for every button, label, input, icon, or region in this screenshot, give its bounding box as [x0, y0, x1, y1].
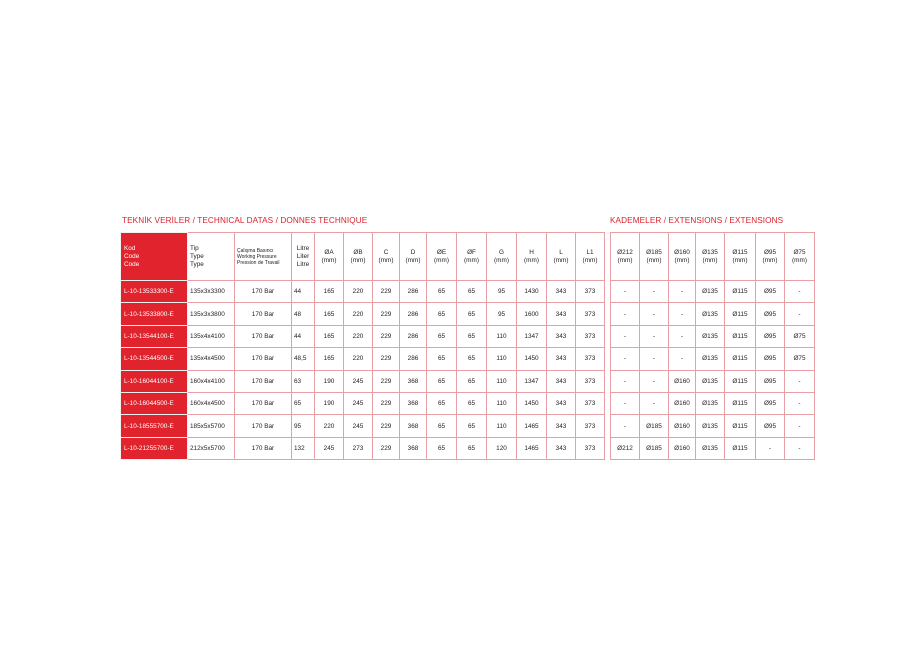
table-row — [121, 392, 605, 414]
header-code-line: Kod — [124, 244, 136, 252]
code-cell: L-10-21255700-E — [121, 437, 188, 459]
header-type — [188, 233, 235, 281]
dim-unit: (mm) — [378, 256, 394, 264]
dim-cell: 343 — [547, 325, 576, 347]
table-row — [611, 348, 815, 370]
type-cell: 135x3x3800 — [188, 303, 235, 325]
table-row — [611, 370, 815, 392]
extensions-title: KADEMELER / EXTENSIONS / EXTENSIONS — [610, 216, 784, 225]
dim-cell: 229 — [373, 281, 400, 303]
dim-cell: 65 — [427, 437, 457, 459]
dim-cell: 165 — [315, 348, 344, 370]
litre-cell: 63 — [292, 370, 315, 392]
dim-cell: 95 — [487, 303, 517, 325]
pressure-cell: 170 Bar — [235, 437, 292, 459]
header-litre — [292, 233, 315, 281]
extension-cell: - — [640, 281, 669, 303]
extension-cell: Ø135 — [696, 370, 725, 392]
extension-cell: Ø95 — [756, 303, 785, 325]
dim-cell: 220 — [344, 325, 373, 347]
dim-unit: (mm) — [646, 256, 662, 264]
header-type-line: Tip — [190, 244, 199, 252]
dim-cell: 368 — [400, 415, 427, 437]
dim-cell: 286 — [400, 281, 427, 303]
dim-name: ØF — [467, 248, 476, 256]
dim-cell: 65 — [457, 325, 487, 347]
dim-name: D — [410, 248, 416, 256]
table-row — [121, 370, 605, 392]
header-code — [121, 233, 188, 281]
header-extension — [669, 233, 696, 281]
dim-name: H — [529, 248, 534, 256]
dim-cell: 373 — [576, 281, 605, 303]
dim-name: L1 — [586, 248, 594, 256]
dim-cell: 273 — [344, 437, 373, 459]
table-row — [611, 437, 815, 459]
extension-cell: - — [611, 415, 640, 437]
extension-cell: Ø212 — [611, 437, 640, 459]
dim-cell: 165 — [315, 281, 344, 303]
code-cell: L-10-18555700-E — [121, 415, 188, 437]
litre-cell: 48 — [292, 303, 315, 325]
extension-cell: Ø75 — [785, 325, 815, 347]
header-dim — [427, 233, 457, 281]
extension-cell: Ø135 — [696, 437, 725, 459]
extensions-table — [610, 232, 815, 460]
dim-cell: 343 — [547, 370, 576, 392]
litre-cell: 48,5 — [292, 348, 315, 370]
code-cell: L-10-16044100-E — [121, 370, 188, 392]
type-cell: 135x4x4100 — [188, 325, 235, 347]
extension-cell: - — [785, 392, 815, 414]
dim-cell: 110 — [487, 415, 517, 437]
dim-cell: 110 — [487, 370, 517, 392]
litre-cell: 95 — [292, 415, 315, 437]
extension-cell: - — [669, 303, 696, 325]
code-cell: L-10-13544100-E — [121, 325, 188, 347]
table-row — [611, 415, 815, 437]
code-cell: L-10-13533800-E — [121, 303, 188, 325]
table-row — [611, 392, 815, 414]
pressure-cell: 170 Bar — [235, 415, 292, 437]
dim-cell: 65 — [457, 370, 487, 392]
extension-cell: - — [785, 281, 815, 303]
extension-cell: Ø135 — [696, 325, 725, 347]
table-row — [611, 303, 815, 325]
dim-cell: 65 — [427, 415, 457, 437]
dim-cell: 286 — [400, 303, 427, 325]
header-code-line: Code — [124, 260, 140, 268]
dim-cell: 1347 — [517, 325, 547, 347]
dim-cell: 165 — [315, 303, 344, 325]
dim-unit: (mm) — [674, 256, 690, 264]
dim-cell: 229 — [373, 437, 400, 459]
dim-cell: 368 — [400, 437, 427, 459]
code-cell: L-10-16044500-E — [121, 392, 188, 414]
header-dim — [547, 233, 576, 281]
header-pressure-line: Working Pressure — [237, 253, 277, 260]
dim-name: Ø115 — [732, 248, 748, 256]
extension-cell: Ø115 — [725, 281, 756, 303]
extension-cell: - — [611, 370, 640, 392]
dim-unit: (mm) — [617, 256, 633, 264]
extension-cell: - — [611, 392, 640, 414]
dim-cell: 1465 — [517, 437, 547, 459]
dim-unit: (mm) — [464, 256, 479, 264]
dim-unit: (mm) — [405, 256, 421, 264]
dim-name: L — [559, 248, 563, 256]
extension-cell: Ø160 — [669, 415, 696, 437]
extension-cell: Ø115 — [725, 415, 756, 437]
header-dim — [457, 233, 487, 281]
pressure-cell: 170 Bar — [235, 325, 292, 347]
header-litre-line: Litre — [296, 244, 310, 252]
ext-header-row — [611, 233, 815, 281]
dim-unit: (mm) — [350, 256, 366, 264]
header-dim — [373, 233, 400, 281]
extension-cell: Ø115 — [725, 392, 756, 414]
dim-cell: 373 — [576, 437, 605, 459]
pressure-cell: 170 Bar — [235, 348, 292, 370]
dim-cell: 245 — [344, 392, 373, 414]
extension-cell: - — [669, 281, 696, 303]
extension-cell: Ø115 — [725, 348, 756, 370]
extension-cell: - — [611, 303, 640, 325]
extension-cell: - — [785, 303, 815, 325]
code-cell: L-10-13544500-E — [121, 348, 188, 370]
dim-cell: 1450 — [517, 392, 547, 414]
header-dim — [487, 233, 517, 281]
dim-cell: 368 — [400, 370, 427, 392]
extension-cell: Ø95 — [756, 415, 785, 437]
extension-cell: Ø115 — [725, 370, 756, 392]
dim-unit: (mm) — [434, 256, 449, 264]
dim-cell: 373 — [576, 325, 605, 347]
header-type-line: Type — [190, 260, 204, 268]
header-dim — [400, 233, 427, 281]
dim-unit: (mm) — [582, 256, 598, 264]
extension-cell: Ø75 — [785, 348, 815, 370]
extension-cell: Ø185 — [640, 437, 669, 459]
header-extension — [756, 233, 785, 281]
dim-name: Ø95 — [763, 248, 777, 256]
dim-cell: 190 — [315, 370, 344, 392]
dim-cell: 229 — [373, 370, 400, 392]
dim-name: C — [383, 248, 389, 256]
extension-cell: - — [785, 415, 815, 437]
extension-cell: Ø135 — [696, 348, 725, 370]
dim-cell: 65 — [457, 392, 487, 414]
header-code-line: Code — [124, 252, 140, 260]
table-row — [611, 281, 815, 303]
table-row — [121, 348, 605, 370]
header-extension — [725, 233, 756, 281]
extension-cell: Ø95 — [756, 370, 785, 392]
dim-cell: 1600 — [517, 303, 547, 325]
type-cell: 212x5x5700 — [188, 437, 235, 459]
header-type-line: Type — [190, 252, 204, 260]
dim-name: ØA — [324, 248, 334, 256]
dim-cell: 343 — [547, 392, 576, 414]
extension-cell: Ø135 — [696, 303, 725, 325]
dim-cell: 245 — [344, 415, 373, 437]
header-litre-line: Litre — [296, 260, 310, 268]
header-dim — [344, 233, 373, 281]
dim-cell: 373 — [576, 392, 605, 414]
dim-cell: 220 — [344, 303, 373, 325]
extension-cell: - — [611, 281, 640, 303]
dim-cell: 245 — [344, 370, 373, 392]
dim-cell: 65 — [427, 392, 457, 414]
dim-cell: 343 — [547, 281, 576, 303]
dim-cell: 220 — [344, 348, 373, 370]
extension-cell: Ø160 — [669, 392, 696, 414]
dim-cell: 65 — [457, 415, 487, 437]
dim-name: ØE — [436, 248, 447, 256]
dim-cell: 110 — [487, 325, 517, 347]
extension-cell: - — [611, 325, 640, 347]
dim-cell: 368 — [400, 392, 427, 414]
dim-cell: 245 — [315, 437, 344, 459]
extension-cell: - — [785, 437, 815, 459]
extension-cell: Ø115 — [725, 437, 756, 459]
dim-cell: 343 — [547, 303, 576, 325]
technical-data-table — [120, 232, 605, 460]
dim-cell: 1450 — [517, 348, 547, 370]
dim-name: G — [499, 248, 504, 256]
dim-cell: 65 — [457, 348, 487, 370]
extension-cell: Ø135 — [696, 392, 725, 414]
header-extension — [611, 233, 640, 281]
table-row — [121, 325, 605, 347]
dim-cell: 229 — [373, 325, 400, 347]
dim-cell: 343 — [547, 415, 576, 437]
dim-name: Ø185 — [646, 248, 662, 256]
dim-cell: 65 — [427, 281, 457, 303]
dim-unit: (mm) — [553, 256, 569, 264]
type-cell: 185x5x5700 — [188, 415, 235, 437]
extension-cell: - — [611, 348, 640, 370]
type-cell: 135x4x4500 — [188, 348, 235, 370]
header-dim — [517, 233, 547, 281]
dim-name: ØB — [353, 248, 363, 256]
dim-unit: (mm) — [762, 256, 778, 264]
pressure-cell: 170 Bar — [235, 303, 292, 325]
dim-cell: 65 — [457, 303, 487, 325]
litre-cell: 44 — [292, 281, 315, 303]
dim-cell: 229 — [373, 415, 400, 437]
extension-cell: Ø95 — [756, 281, 785, 303]
extension-cell: - — [640, 370, 669, 392]
extension-cell: Ø185 — [640, 415, 669, 437]
dim-cell: 95 — [487, 281, 517, 303]
extension-cell: - — [640, 325, 669, 347]
extension-cell: Ø160 — [669, 437, 696, 459]
pressure-cell: 170 Bar — [235, 370, 292, 392]
dim-cell: 220 — [315, 415, 344, 437]
dim-unit: (mm) — [732, 256, 748, 264]
dim-cell: 110 — [487, 392, 517, 414]
header-extension — [785, 233, 815, 281]
table-row — [121, 303, 605, 325]
dim-cell: 373 — [576, 348, 605, 370]
dim-cell: 229 — [373, 348, 400, 370]
header-dim — [315, 233, 344, 281]
dim-cell: 1465 — [517, 415, 547, 437]
dim-unit: (mm) — [524, 256, 539, 264]
type-cell: 160x4x4100 — [188, 370, 235, 392]
extension-cell: - — [669, 348, 696, 370]
dim-cell: 190 — [315, 392, 344, 414]
extension-cell: - — [640, 303, 669, 325]
dim-cell: 65 — [427, 348, 457, 370]
header-pressure-line: Çalışma Basıncı — [237, 247, 274, 254]
dim-cell: 373 — [576, 415, 605, 437]
dim-cell: 65 — [457, 281, 487, 303]
dim-cell: 65 — [457, 437, 487, 459]
dim-cell: 373 — [576, 303, 605, 325]
code-cell: L-10-13533300-E — [121, 281, 188, 303]
dim-name: Ø212 — [617, 248, 633, 256]
type-cell: 160x4x4500 — [188, 392, 235, 414]
dim-cell: 373 — [576, 370, 605, 392]
pressure-cell: 170 Bar — [235, 392, 292, 414]
dim-unit: (mm) — [494, 256, 509, 264]
dim-cell: 1347 — [517, 370, 547, 392]
dim-cell: 286 — [400, 348, 427, 370]
litre-cell: 132 — [292, 437, 315, 459]
dim-cell: 65 — [427, 370, 457, 392]
dim-unit: (mm) — [321, 256, 337, 264]
header-litre-line: Liter — [296, 252, 310, 260]
dim-cell: 229 — [373, 303, 400, 325]
extension-cell: Ø115 — [725, 303, 756, 325]
dim-cell: 343 — [547, 348, 576, 370]
dim-cell: 220 — [344, 281, 373, 303]
extension-cell: Ø95 — [756, 325, 785, 347]
litre-cell: 65 — [292, 392, 315, 414]
extension-cell: - — [640, 348, 669, 370]
dim-cell: 286 — [400, 325, 427, 347]
dim-name: Ø75 — [793, 248, 806, 256]
litre-cell: 44 — [292, 325, 315, 347]
extension-cell: Ø115 — [725, 325, 756, 347]
dim-cell: 110 — [487, 348, 517, 370]
extension-cell: Ø160 — [669, 370, 696, 392]
dim-unit: (mm) — [702, 256, 718, 264]
extension-cell: Ø95 — [756, 392, 785, 414]
table-row — [121, 281, 605, 303]
table-row — [121, 415, 605, 437]
dim-cell: 65 — [427, 325, 457, 347]
dim-cell: 229 — [373, 392, 400, 414]
extension-cell: Ø135 — [696, 281, 725, 303]
table-row — [121, 437, 605, 459]
dim-cell: 343 — [547, 437, 576, 459]
extension-cell: - — [669, 325, 696, 347]
dim-cell: 120 — [487, 437, 517, 459]
type-cell: 135x3x3300 — [188, 281, 235, 303]
extension-cell: Ø135 — [696, 415, 725, 437]
header-pressure — [235, 233, 292, 281]
table-row — [611, 325, 815, 347]
pressure-cell: 170 Bar — [235, 281, 292, 303]
header-dim — [576, 233, 605, 281]
dim-cell: 165 — [315, 325, 344, 347]
dim-cell: 1430 — [517, 281, 547, 303]
dim-name: Ø135 — [702, 248, 718, 256]
dim-unit: (mm) — [792, 256, 807, 264]
header-extension — [640, 233, 669, 281]
extension-cell: Ø95 — [756, 348, 785, 370]
tech-header-row — [121, 233, 605, 281]
extension-cell: - — [785, 370, 815, 392]
dim-cell: 65 — [427, 303, 457, 325]
header-extension — [696, 233, 725, 281]
dim-name: Ø160 — [674, 248, 690, 256]
extension-cell: - — [756, 437, 785, 459]
technical-data-title: TEKNİK VERİLER / TECHNICAL DATAS / DONNES TECHNIQUE — [122, 216, 368, 225]
extension-cell: - — [640, 392, 669, 414]
header-pressure-line: Pression de Travail — [237, 259, 280, 266]
